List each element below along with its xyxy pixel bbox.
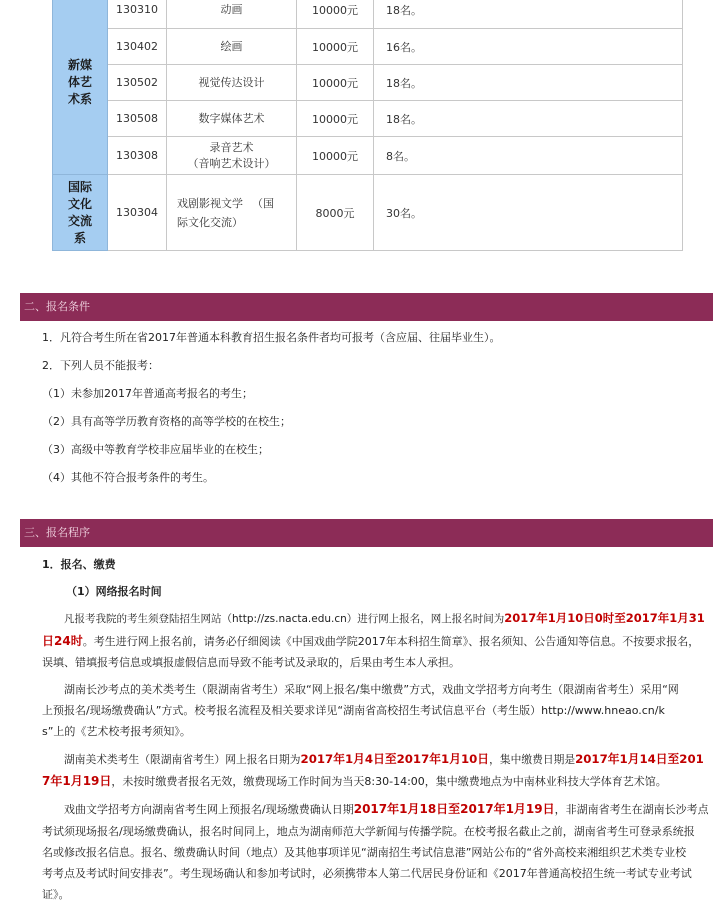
paragraph-line: 考试须现场报名/现场缴费确认，报名时间同上，地点为湖南师范大学新闻与传播学院。在校考报名截止之前，湖南省考生可登录系统报 <box>42 825 695 838</box>
major-code: 130508 <box>108 101 167 137</box>
date-highlight: 2017年1月4日至2017年1月10日 <box>300 752 490 766</box>
major-code: 130502 <box>108 65 167 101</box>
table-row <box>53 29 683 65</box>
major-name: 动画 <box>167 0 297 29</box>
table-row <box>53 0 683 29</box>
dept-label-line: 新媒 <box>67 58 92 72</box>
table-row <box>53 101 683 137</box>
dept-label-line: 术系 <box>67 92 92 106</box>
enrollment-quota: 18名。 <box>374 0 683 29</box>
tuition-fee: 10000元 <box>297 29 374 65</box>
major-name-line: 际文化交流） <box>177 215 243 229</box>
major-name <box>167 137 297 175</box>
section-header-eligibility: 二、报名条件 <box>20 293 713 321</box>
paragraph-line: 湖南美术类考生（限湖南省考生）网上报名日期为2017年1月4日至2017年1月10日，集中缴费日期是2017年1月14日至201 <box>64 752 704 766</box>
major-code: 130310 <box>108 0 167 29</box>
dept-label-line: 体艺 <box>67 75 92 89</box>
major-name-line: 录音艺术 <box>209 140 254 154</box>
dept-label-line: 国际 <box>67 179 92 194</box>
major-code: 130308 <box>108 137 167 175</box>
tuition-fee: 10000元 <box>297 101 374 137</box>
paragraph-line: 考考点及考试时间安排表”。考生现场确认和参加考试时，必须携带本人第二代居民身份证和《2017年普通高校招生统一考试专业考试 <box>42 867 692 880</box>
eligibility-item: （1）未参加2017年普通高考报名的考生； <box>42 387 253 400</box>
tuition-fee: 8000元 <box>297 175 374 251</box>
table-row <box>53 137 683 175</box>
date-highlight: 日24时 <box>42 634 83 648</box>
section-header-procedure: 三、报名程序 <box>20 519 713 547</box>
paragraph-line: 7年1月19日，未按时缴费者报名无效，缴费现场工作时间为当天8:30-14:00，集中缴费地点为中南林业科技大学体育艺术馆。 <box>42 774 667 788</box>
table-row <box>53 65 683 101</box>
dept-label-line: 系 <box>73 230 86 245</box>
major-code: 130402 <box>108 29 167 65</box>
enrollment-quota: 16名。 <box>374 29 683 65</box>
major-name-line: （音响艺术设计） <box>187 156 276 170</box>
subheading: 1．报名、缴费 <box>42 558 116 571</box>
paragraph-line: 误填、错填报考信息或填报虚假信息而导致不能考试及录取的，后果由考生本人承担。 <box>42 656 460 669</box>
paragraph-line: 凡报考我院的考生须登陆招生网站（http://zs.nacta.edu.cn）进行网上报名，网上报名时间为2017年1月10日0时至2017年1月31 <box>64 611 705 625</box>
enrollment-quota: 18名。 <box>374 65 683 101</box>
major-code: 130304 <box>108 175 167 251</box>
majors-table <box>52 0 683 251</box>
dept-cell-new-media <box>53 0 108 175</box>
major-name: 视觉传达设计 <box>167 65 297 101</box>
enrollment-quota: 8名。 <box>374 137 683 175</box>
tuition-fee: 10000元 <box>297 137 374 175</box>
major-name-line: 戏剧影视文学 （国 <box>177 196 274 210</box>
date-highlight: 2017年1月14日至201 <box>575 752 704 766</box>
eligibility-item: （2）具有高等学历教育资格的高等学校的在校生； <box>42 415 291 428</box>
eligibility-item: 1．凡符合考生所在省2017年普通本科教育招生报名条件者均可报考（含应届、往届毕业生）。 <box>42 331 501 344</box>
enrollment-quota: 18名。 <box>374 101 683 137</box>
tuition-fee: 10000元 <box>297 65 374 101</box>
paragraph-line: 名或修改报名信息。报名、缴费确认时间（地点）及其他事项详见“湖南招生考试信息港”网站公布的“省外高校来湘组织艺术类专业校 <box>42 846 687 859</box>
paragraph-line: 证》。 <box>42 888 70 901</box>
major-name <box>167 175 297 251</box>
dept-label-line: 文化 <box>67 196 92 211</box>
date-highlight: 7年1月19日 <box>42 774 112 788</box>
eligibility-item: （3）高级中等教育学校非应届毕业的在校生； <box>42 443 269 456</box>
tuition-fee: 10000元 <box>297 0 374 29</box>
paragraph-line: 日24时。考生进行网上报名前，请务必仔细阅读《中国戏曲学院2017年本科招生简章》、报名须知、公告通知等信息。不按要求报名， <box>42 634 700 648</box>
major-name: 绘画 <box>167 29 297 65</box>
subheading: （1）网络报名时间 <box>66 585 162 598</box>
eligibility-item: 2．下列人员不能报考： <box>42 359 159 372</box>
date-highlight: 2017年1月10日0时至2017年1月31 <box>504 611 705 625</box>
enrollment-quota: 30名。 <box>374 175 683 251</box>
table-row <box>53 175 683 251</box>
date-highlight: 2017年1月18日至2017年1月19日 <box>353 802 555 816</box>
paragraph-line: 戏曲文学招考方向湖南省考生网上预报名/现场缴费确认日期2017年1月18日至2017年1月19日，非湖南省考生在湖南长沙考点 <box>64 802 709 816</box>
paragraph-line: 湖南长沙考点的美术类考生（限湖南省考生）采取“网上报名/集中缴费”方式，戏曲文学招考方向考生（限湖南省考生）采用“网 <box>64 683 679 696</box>
dept-cell-international <box>53 175 108 251</box>
paragraph-line: 上预报名/现场缴费确认”方式。校考报名流程及相关要求详见“湖南省高校招生考试信息平台（考生版）http://www.hneao.cn/k <box>42 704 665 717</box>
major-name: 数字媒体艺术 <box>167 101 297 137</box>
paragraph-line: s”上的《艺术校考报考须知》。 <box>42 725 191 738</box>
dept-label-line: 交流 <box>67 213 92 228</box>
eligibility-item: （4）其他不符合报考条件的考生。 <box>42 471 214 484</box>
